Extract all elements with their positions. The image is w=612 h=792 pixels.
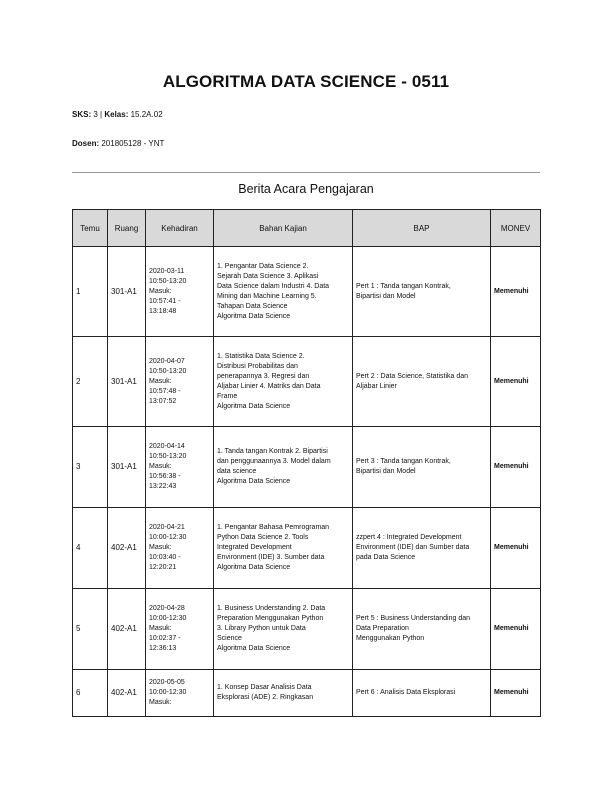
kehadiran-line: 10:56:38 - <box>149 473 181 480</box>
sks-value: 3 <box>93 110 98 119</box>
header-monev: MONEV <box>491 210 541 247</box>
table-header-row <box>73 210 541 247</box>
bap-line: Data Preparation <box>356 625 409 632</box>
kehadiran-line: 12:36:13 <box>149 645 177 652</box>
kehadiran-line: Masuk: <box>149 463 172 470</box>
table-row <box>73 589 541 670</box>
kehadiran-line: 10:00-12:30 <box>149 689 187 696</box>
cell-temu: 3 <box>73 427 108 508</box>
horizontal-divider <box>72 172 540 173</box>
kehadiran-line: 10:03:40 - <box>149 554 181 561</box>
cell-monev: Memenuhi <box>491 670 541 717</box>
cell-bahan-kajian <box>214 589 353 670</box>
document-title: ALGORITMA DATA SCIENCE - 0511 <box>162 72 450 91</box>
bahan-line: Algoritma Data Science <box>217 478 291 485</box>
kehadiran-line: 10:57:41 - <box>149 297 181 305</box>
cell-kehadiran <box>146 427 214 508</box>
cell-kehadiran <box>146 508 214 589</box>
cell-temu: 5 <box>73 589 108 670</box>
bahan-line: Frame <box>217 392 238 400</box>
cell-temu: 1 <box>73 247 108 337</box>
kehadiran-line: 13:07:52 <box>149 397 177 405</box>
bap-line: pada Data Science <box>356 554 416 561</box>
table-row <box>73 508 541 589</box>
bahan-line: Distribusi Probabilitas dan <box>217 362 298 370</box>
bahan-line: Mining dan Machine Learning 5. <box>217 292 317 300</box>
cell-bahan-kajian <box>214 670 353 717</box>
kehadiran-line: 13:18:48 <box>149 307 177 315</box>
bahan-line: penerapannya 3. Regresi dan <box>217 372 310 380</box>
cell-bahan-kajian <box>214 247 353 337</box>
kehadiran-line: 10:57:48 - <box>149 387 181 395</box>
cell-kehadiran <box>146 247 214 337</box>
cell-bap <box>353 247 491 337</box>
table-row <box>73 670 541 717</box>
kehadiran-line: 2020-05-05 <box>149 679 185 686</box>
bap-line: Pert 2 : Data Science, Statistika dan <box>356 372 469 380</box>
cell-temu: 2 <box>73 337 108 427</box>
kehadiran-line: Masuk: <box>149 377 172 385</box>
bahan-line: Data Science dalam Industri 4. Data <box>217 282 330 290</box>
bahan-line: Environment (IDE) 3. Sumber data <box>217 554 325 561</box>
kehadiran-line: 10:00-12:30 <box>149 615 187 622</box>
bap-line: Pert 6 : Analisis Data Eksplorasi <box>356 689 456 696</box>
kehadiran-line: 10:50-13:20 <box>149 367 187 375</box>
cell-kehadiran <box>146 670 214 717</box>
bahan-line: Algoritma Data Science <box>217 645 291 652</box>
bahan-line: Algoritma Data Science <box>217 312 291 320</box>
bap-line: Pert 5 : Business Understanding dan <box>356 615 471 622</box>
cell-bap <box>353 589 491 670</box>
separator: | <box>100 110 103 119</box>
bap-line: Menggunakan Python <box>356 635 425 642</box>
cell-bap <box>353 337 491 427</box>
kehadiran-line: Masuk: <box>149 625 172 632</box>
kehadiran-line: 2020-04-21 <box>149 524 185 531</box>
cell-bahan-kajian <box>214 508 353 589</box>
cell-kehadiran <box>146 589 214 670</box>
bahan-line: Sejarah Data Science 3. Aplikasi <box>217 272 319 280</box>
lecturer-info-line <box>72 139 164 148</box>
cell-ruang: 301-A1 <box>108 427 146 508</box>
bahan-line: 1. Business Understanding 2. Data <box>217 605 326 612</box>
cell-bahan-kajian <box>214 337 353 427</box>
bap-line: Bipartisi dan Model <box>356 468 416 475</box>
kehadiran-line: 10:50-13:20 <box>149 453 187 460</box>
cell-monev: Memenuhi <box>491 337 541 427</box>
cell-ruang: 301-A1 <box>108 247 146 337</box>
bahan-line: 1. Konsep Dasar Analisis Data <box>217 684 312 691</box>
bap-line: Pert 1 : Tanda tangan Kontrak, <box>356 282 451 290</box>
cell-bap <box>353 508 491 589</box>
kelas-label: Kelas: <box>104 110 129 119</box>
teaching-record-table <box>72 209 541 717</box>
bahan-line: Tahapan Data Science <box>217 302 288 310</box>
cell-monev: Memenuhi <box>491 508 541 589</box>
kelas-value: 15.2A.02 <box>130 110 163 119</box>
kehadiran-line: 2020-04-28 <box>149 605 185 612</box>
kehadiran-line: 2020-04-07 <box>149 357 185 365</box>
bap-line: zzpert 4 : Integrated Development <box>356 534 462 541</box>
cell-monev: Memenuhi <box>491 247 541 337</box>
bahan-line: Aljabar Linier 4. Matriks dan Data <box>217 382 321 390</box>
cell-ruang: 301-A1 <box>108 337 146 427</box>
cell-bap <box>353 670 491 717</box>
bahan-line: Preparation Menggunakan Python <box>217 615 324 622</box>
bahan-line: 1. Pengantar Data Science 2. <box>217 262 309 270</box>
cell-ruang: 402-A1 <box>108 670 146 717</box>
dosen-label: Dosen: <box>72 139 100 148</box>
cell-monev: Memenuhi <box>491 589 541 670</box>
bahan-line: Science <box>217 635 242 642</box>
table-row <box>73 247 541 337</box>
bahan-line: data science <box>217 468 257 475</box>
kehadiran-line: 10:02:37 - <box>149 635 181 642</box>
kehadiran-line: Masuk: <box>149 287 172 295</box>
table-row <box>73 427 541 508</box>
bahan-line: Algoritma Data Science <box>217 402 291 410</box>
kehadiran-line: Masuk: <box>149 699 172 706</box>
header-ruang: Ruang <box>108 210 146 247</box>
kehadiran-line: 2020-04-14 <box>149 443 185 450</box>
kehadiran-line: 2020-03-11 <box>149 267 185 275</box>
bahan-line: 1. Statistika Data Science 2. <box>217 352 305 360</box>
kehadiran-line: Masuk: <box>149 544 172 551</box>
bahan-line: Eksplorasi (ADE) 2. Ringkasan <box>217 694 314 701</box>
cell-ruang: 402-A1 <box>108 508 146 589</box>
dosen-value: 201805128 - YNT <box>101 139 165 148</box>
kehadiran-line: 10:50-13:20 <box>149 277 187 285</box>
bahan-line: 1. Tanda tangan Kontrak 2. Bipartisi <box>217 448 328 455</box>
bap-line: Pert 3 : Tanda tangan Kontrak, <box>356 458 451 465</box>
bap-line: Aljabar Linier <box>356 382 397 390</box>
cell-bahan-kajian <box>214 427 353 508</box>
kehadiran-line: 12:20:21 <box>149 564 177 571</box>
header-temu: Temu <box>73 210 108 247</box>
bahan-line: Integrated Development <box>217 544 292 551</box>
bahan-line: Python Data Science 2. Tools <box>217 534 309 541</box>
cell-temu: 6 <box>73 670 108 717</box>
cell-bap <box>353 427 491 508</box>
bap-line: Bipartisi dan Model <box>356 292 416 300</box>
bap-line: Environment (IDE) dan Sumber data <box>356 544 470 551</box>
kehadiran-line: 10:00-12:30 <box>149 534 187 541</box>
bahan-line: 1. Pengantar Bahasa Pemrograman <box>217 524 330 531</box>
header-bap: BAP <box>353 210 491 247</box>
section-subtitle: Berita Acara Pengajaran <box>238 182 374 196</box>
kehadiran-line: 13:22:43 <box>149 483 177 490</box>
bahan-line: 3. Library Python untuk Data <box>217 625 306 632</box>
bahan-line: Algoritma Data Science <box>217 564 291 571</box>
cell-temu: 4 <box>73 508 108 589</box>
header-kehadiran: Kehadiran <box>146 210 214 247</box>
cell-kehadiran <box>146 337 214 427</box>
sks-label: SKS: <box>72 110 92 119</box>
cell-ruang: 402-A1 <box>108 589 146 670</box>
cell-monev: Memenuhi <box>491 427 541 508</box>
course-info-line <box>72 110 163 119</box>
table-row <box>73 337 541 427</box>
header-bahan-kajian: Bahan Kajian <box>214 210 353 247</box>
bahan-line: dan penggunaannya 3. Model dalam <box>217 458 331 465</box>
